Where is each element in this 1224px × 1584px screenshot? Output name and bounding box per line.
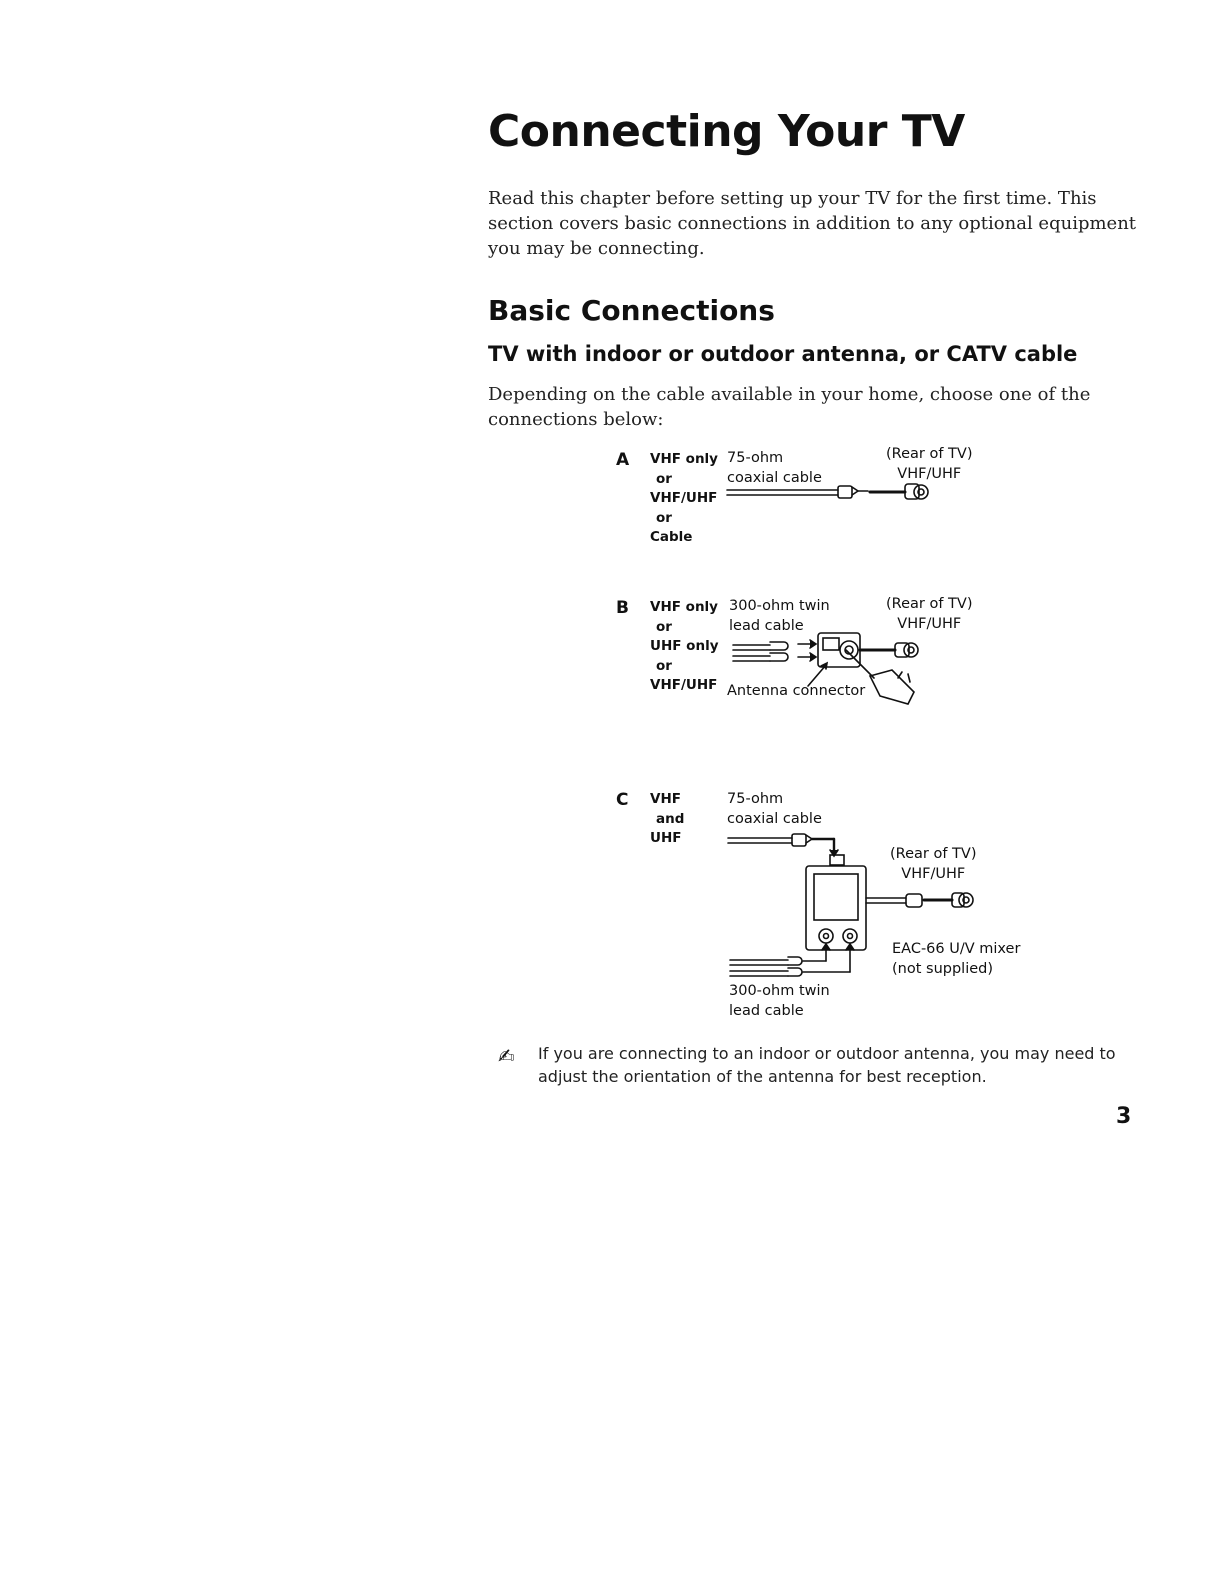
page-number: 3 [1116, 1104, 1132, 1129]
signal-item: VHF/UHF [650, 490, 718, 506]
diagram-c-letter: C [616, 790, 629, 810]
note-text: If you are connecting to an indoor or outdoor antenna, you may need to adjust the orientation of the antenna for best reception. [538, 1044, 1116, 1086]
subsection-title: TV with indoor or outdoor antenna, or CATV cable [488, 342, 1078, 366]
signal-item: VHF/UHF [650, 677, 718, 693]
diagram-c-twin-label: 300-ohm twin lead cable [729, 983, 830, 1019]
diagram-c-mixer-label: EAC-66 U/V mixer (not supplied) [892, 941, 1021, 977]
signal-item: or [656, 618, 672, 635]
diagram-b-tv-label: (Rear of TV) VHF/UHF [886, 596, 973, 632]
intro-paragraph: Read this chapter before setting up your TV for the first time. This section covers basic connections in addition to any optional equipment you may be connecting. [488, 188, 1137, 259]
diagram-c-cable-label: 75-ohm coaxial cable [727, 791, 822, 827]
diagram-b-signal-list [650, 598, 719, 696]
diagram-a-signal-list [650, 450, 718, 548]
diagram-a-tv-label: (Rear of TV) VHF/UHF [886, 446, 973, 482]
signal-item: UHF [650, 830, 682, 846]
signal-item: VHF only [650, 451, 718, 467]
diagram-b-letter: B [616, 598, 629, 618]
signal-item: or [656, 657, 672, 674]
signal-item: UHF only [650, 638, 719, 654]
signal-item: VHF [650, 791, 681, 807]
signal-item: and [656, 810, 685, 827]
diagram-a-letter: A [616, 450, 630, 470]
section-title: Basic Connections [488, 294, 775, 327]
signal-item: or [656, 509, 672, 526]
diagram-c-tv-label: (Rear of TV) VHF/UHF [890, 846, 977, 882]
subsection-paragraph: Depending on the cable available in your home, choose one of the connections below: [488, 384, 1091, 430]
diagram-a-cable-label: 75-ohm coaxial cable [727, 450, 822, 486]
signal-item: Cable [650, 529, 693, 545]
page-title: Connecting Your TV [488, 106, 965, 157]
diagram-c-signal-list [650, 790, 684, 849]
diagram-b-cable-label: 300-ohm twin lead cable [729, 598, 830, 634]
signal-item: or [656, 470, 672, 487]
diagram-b-connector-label: Antenna connector [727, 683, 866, 699]
pencil-note-icon: ✍ [498, 1044, 515, 1068]
signal-item: VHF only [650, 599, 718, 615]
